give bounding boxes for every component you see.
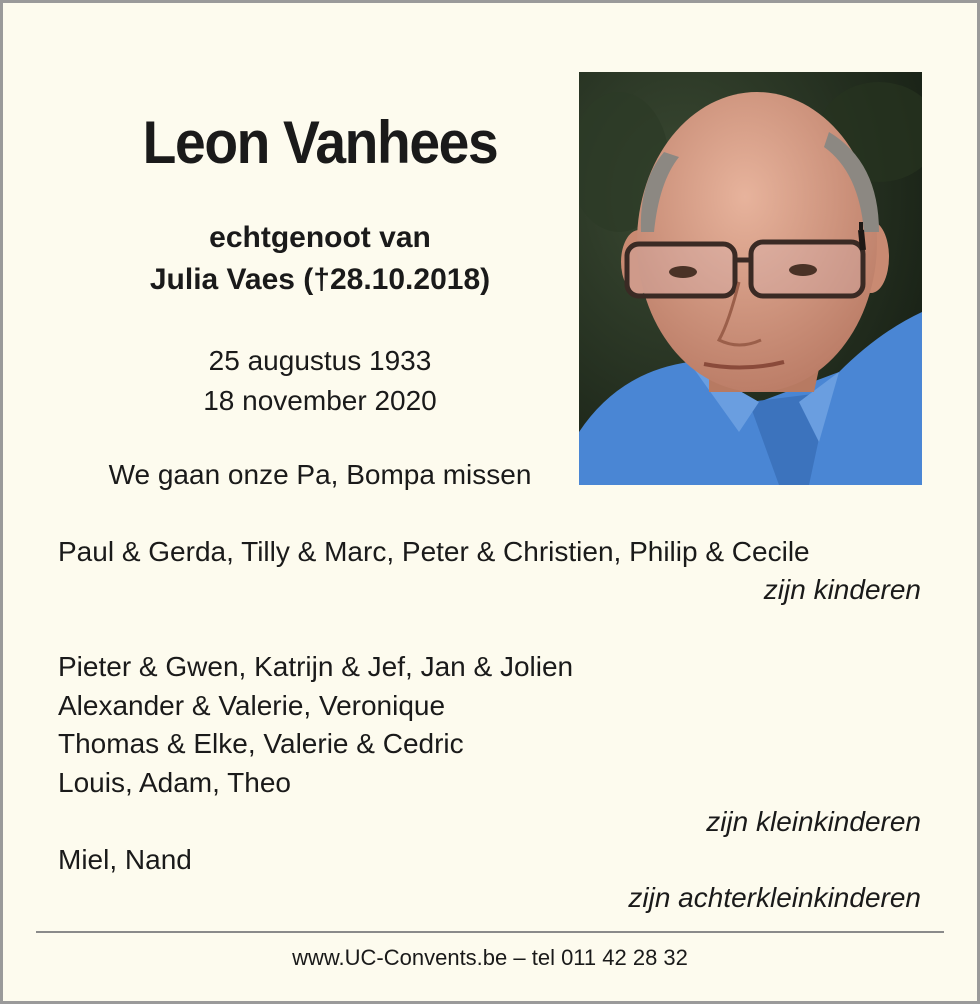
grandchildren-line: Thomas & Elke, Valerie & Cedric (58, 728, 464, 759)
grandchildren-line: Louis, Adam, Theo (58, 767, 291, 798)
grandchildren-line: Pieter & Gwen, Katrijn & Jef, Jan & Jolien (58, 651, 574, 682)
great-grandchildren-label: zijn achterkleinkinderen (628, 882, 921, 913)
death-date: 18 november 2020 (203, 385, 437, 416)
tagline: We gaan onze Pa, Bompa missen (108, 459, 532, 490)
children-label: zijn kinderen (763, 574, 921, 605)
footer-contact: www.UC-Convents.be – tel 011 42 28 32 (292, 945, 688, 970)
grandchildren-label: zijn kleinkinderen (706, 806, 921, 837)
deceased-name: Leon Vanhees (142, 109, 498, 176)
portrait-illustration (579, 72, 922, 485)
life-dates (35, 341, 605, 421)
spouse-block (35, 217, 605, 301)
grandchildren-line: Alexander & Valerie, Veronique (58, 690, 446, 721)
portrait-photo (579, 72, 922, 485)
children-names: Paul & Gerda, Tilly & Marc, Peter & Christien, Philip & Cecile (58, 536, 810, 567)
birth-date: 25 augustus 1933 (208, 345, 432, 376)
spouse-label: echtgenoot van (209, 221, 431, 254)
great-grandchildren-names: Miel, Nand (58, 844, 192, 875)
spouse-name: Julia Vaes (†28.10.2018) (149, 263, 491, 296)
footer-divider (36, 931, 944, 933)
